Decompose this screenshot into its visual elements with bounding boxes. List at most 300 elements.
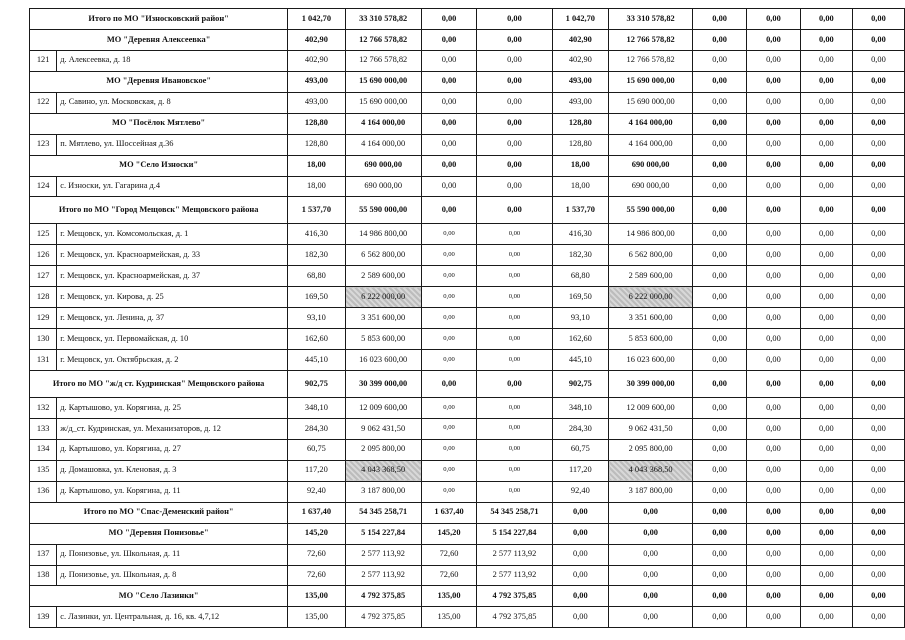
value-cell: 92,40 [552, 481, 608, 502]
value-cell: 0,00 [800, 439, 852, 460]
value-cell: 0,00 [800, 224, 852, 245]
value-cell: 1 042,70 [288, 9, 345, 30]
value-cell: 0,00 [477, 9, 552, 30]
value-cell: 18,00 [288, 155, 345, 176]
table-row [30, 350, 905, 371]
value-cell: 0,00 [693, 9, 747, 30]
value-cell: 12 766 578,82 [609, 50, 693, 71]
value-cell: 0,00 [747, 308, 801, 329]
address-cell: г. Мещовск, ул. Октябрьская, д. 2 [57, 350, 288, 371]
table-row [30, 398, 905, 419]
value-cell: 92,40 [288, 481, 345, 502]
value-cell: 493,00 [288, 92, 345, 113]
value-cell: 0,00 [693, 29, 747, 50]
row-number: 139 [30, 607, 57, 628]
subtotal-row [30, 371, 905, 398]
value-cell: 128,80 [288, 134, 345, 155]
value-cell: 4 164 000,00 [345, 134, 421, 155]
value-cell: 0,00 [800, 71, 852, 92]
value-cell: 0,00 [693, 371, 747, 398]
value-cell: 0,00 [421, 9, 477, 30]
value-cell: 0,00 [421, 224, 477, 245]
value-cell: 0,00 [747, 418, 801, 439]
table-row [30, 481, 905, 502]
value-cell: 0,00 [693, 113, 747, 134]
value-cell: 0,00 [477, 287, 552, 308]
value-cell: 284,30 [288, 418, 345, 439]
value-cell: 0,00 [747, 50, 801, 71]
table-row [30, 565, 905, 586]
value-cell: 4 164 000,00 [345, 113, 421, 134]
value-cell: 60,75 [552, 439, 608, 460]
value-cell: 3 187 800,00 [345, 481, 421, 502]
value-cell: 0,00 [693, 245, 747, 266]
value-cell: 0,00 [800, 329, 852, 350]
value-cell: 0,00 [552, 586, 608, 607]
value-cell: 493,00 [288, 71, 345, 92]
value-cell: 72,60 [288, 544, 345, 565]
value-cell: 0,00 [693, 224, 747, 245]
group-title: Итого по МО "Спас-Деменский район" [30, 502, 288, 523]
value-cell: 0,00 [747, 371, 801, 398]
value-cell: 3 351 600,00 [609, 308, 693, 329]
value-cell: 0,00 [477, 418, 552, 439]
value-cell: 0,00 [852, 245, 904, 266]
value-cell: 348,10 [552, 398, 608, 419]
value-cell: 402,90 [288, 50, 345, 71]
value-cell: 0,00 [852, 371, 904, 398]
group-title: Итого по МО "ж/д ст. Кудринская" Мещовского района [30, 371, 288, 398]
value-cell: 0,00 [747, 155, 801, 176]
value-cell: 1 537,70 [552, 197, 608, 224]
row-number: 134 [30, 439, 57, 460]
address-cell: д. Картышово, ул. Корягина, д. 25 [57, 398, 288, 419]
table-row [30, 544, 905, 565]
value-cell: 0,00 [852, 607, 904, 628]
value-cell: 0,00 [852, 502, 904, 523]
value-cell: 0,00 [800, 481, 852, 502]
value-cell: 9 062 431,50 [345, 418, 421, 439]
value-cell: 0,00 [609, 586, 693, 607]
register-table [29, 8, 905, 628]
value-cell: 0,00 [477, 398, 552, 419]
value-cell: 4 164 000,00 [609, 113, 693, 134]
table-row [30, 308, 905, 329]
group-title: Итого по МО "Износковский район" [30, 9, 288, 30]
value-cell: 0,00 [693, 460, 747, 481]
value-cell: 0,00 [421, 329, 477, 350]
subtotal-row [30, 29, 905, 50]
value-cell: 15 690 000,00 [609, 92, 693, 113]
value-cell: 5 154 227,84 [345, 523, 421, 544]
table-row [30, 418, 905, 439]
value-cell: 0,00 [800, 565, 852, 586]
value-cell: 445,10 [288, 350, 345, 371]
value-cell: 0,00 [477, 481, 552, 502]
address-cell: д. Картышово, ул. Корягина, д. 11 [57, 481, 288, 502]
group-title: МО "Деревня Алексеевка" [30, 29, 288, 50]
row-number: 121 [30, 50, 57, 71]
value-cell: 0,00 [747, 287, 801, 308]
value-cell: 1 637,40 [421, 502, 477, 523]
row-number: 125 [30, 224, 57, 245]
value-cell: 690 000,00 [609, 155, 693, 176]
value-cell: 0,00 [477, 71, 552, 92]
value-cell: 0,00 [609, 544, 693, 565]
value-cell: 55 590 000,00 [345, 197, 421, 224]
value-cell: 0,00 [747, 71, 801, 92]
value-cell: 128,80 [552, 113, 608, 134]
value-cell: 117,20 [552, 460, 608, 481]
value-cell: 902,75 [288, 371, 345, 398]
value-cell: 416,30 [552, 224, 608, 245]
value-cell: 0,00 [852, 176, 904, 197]
group-title: МО "Село Лазинки" [30, 586, 288, 607]
row-number: 133 [30, 418, 57, 439]
value-cell: 0,00 [747, 544, 801, 565]
value-cell: 3 351 600,00 [345, 308, 421, 329]
value-cell: 416,30 [288, 224, 345, 245]
address-cell: г. Мещовск, ул. Комсомольская, д. 1 [57, 224, 288, 245]
value-cell: 0,00 [852, 266, 904, 287]
row-number: 127 [30, 266, 57, 287]
value-cell: 402,90 [552, 29, 608, 50]
table-row [30, 439, 905, 460]
value-cell: 14 986 800,00 [609, 224, 693, 245]
value-cell: 15 690 000,00 [345, 71, 421, 92]
value-cell: 4 792 375,85 [477, 586, 552, 607]
value-cell: 0,00 [477, 350, 552, 371]
value-cell: 93,10 [288, 308, 345, 329]
value-cell: 117,20 [288, 460, 345, 481]
value-cell: 128,80 [552, 134, 608, 155]
value-cell: 0,00 [421, 176, 477, 197]
value-cell: 0,00 [477, 329, 552, 350]
value-cell: 12 766 578,82 [345, 29, 421, 50]
value-cell: 2 577 113,92 [345, 565, 421, 586]
value-cell: 12 009 600,00 [345, 398, 421, 419]
value-cell: 0,00 [477, 176, 552, 197]
value-cell: 2 589 600,00 [345, 266, 421, 287]
subtotal-row [30, 197, 905, 224]
value-cell: 0,00 [800, 113, 852, 134]
value-cell: 4 043 368,50 [345, 460, 421, 481]
value-cell: 445,10 [552, 350, 608, 371]
value-cell: 0,00 [421, 29, 477, 50]
value-cell: 348,10 [288, 398, 345, 419]
value-cell: 0,00 [693, 134, 747, 155]
value-cell: 0,00 [747, 460, 801, 481]
value-cell: 0,00 [693, 266, 747, 287]
value-cell: 0,00 [609, 607, 693, 628]
address-cell: г. Мещовск, ул. Красноармейская, д. 33 [57, 245, 288, 266]
value-cell: 2 577 113,92 [345, 544, 421, 565]
address-cell: г. Мещовск, ул. Первомайская, д. 10 [57, 329, 288, 350]
address-cell: ж/д_ст. Кудринская, ул. Механизаторов, д. 12 [57, 418, 288, 439]
value-cell: 72,60 [288, 565, 345, 586]
table-row [30, 176, 905, 197]
address-cell: г. Мещовск, ул. Красноармейская, д. 37 [57, 266, 288, 287]
subtotal-row [30, 502, 905, 523]
table-row [30, 134, 905, 155]
value-cell: 30 399 000,00 [345, 371, 421, 398]
address-cell: д. Картышово, ул. Корягина, д. 27 [57, 439, 288, 460]
value-cell: 0,00 [477, 439, 552, 460]
value-cell: 1 042,70 [552, 9, 608, 30]
value-cell: 0,00 [747, 329, 801, 350]
value-cell: 0,00 [609, 523, 693, 544]
value-cell: 0,00 [800, 523, 852, 544]
value-cell: 690 000,00 [609, 176, 693, 197]
row-number: 124 [30, 176, 57, 197]
value-cell: 690 000,00 [345, 155, 421, 176]
value-cell: 0,00 [421, 266, 477, 287]
row-number: 132 [30, 398, 57, 419]
value-cell: 0,00 [747, 481, 801, 502]
subtotal-row [30, 155, 905, 176]
value-cell: 0,00 [852, 481, 904, 502]
value-cell: 0,00 [852, 29, 904, 50]
value-cell: 0,00 [693, 308, 747, 329]
value-cell: 162,60 [552, 329, 608, 350]
subtotal-row [30, 9, 905, 30]
value-cell: 5 853 600,00 [609, 329, 693, 350]
value-cell: 169,50 [288, 287, 345, 308]
value-cell: 0,00 [747, 224, 801, 245]
value-cell: 54 345 258,71 [345, 502, 421, 523]
value-cell: 145,20 [288, 523, 345, 544]
value-cell: 0,00 [852, 92, 904, 113]
value-cell: 12 766 578,82 [609, 29, 693, 50]
value-cell: 0,00 [747, 9, 801, 30]
value-cell: 15 690 000,00 [345, 92, 421, 113]
row-number: 129 [30, 308, 57, 329]
value-cell: 0,00 [421, 398, 477, 419]
value-cell: 0,00 [852, 586, 904, 607]
value-cell: 0,00 [747, 439, 801, 460]
table-row [30, 92, 905, 113]
subtotal-row [30, 71, 905, 92]
value-cell: 0,00 [421, 287, 477, 308]
value-cell: 0,00 [747, 350, 801, 371]
value-cell: 0,00 [693, 607, 747, 628]
value-cell: 6 222 000,00 [345, 287, 421, 308]
row-number: 126 [30, 245, 57, 266]
value-cell: 0,00 [747, 523, 801, 544]
table-row [30, 329, 905, 350]
value-cell: 0,00 [800, 176, 852, 197]
value-cell: 0,00 [800, 29, 852, 50]
value-cell: 0,00 [800, 398, 852, 419]
address-cell: д. Понизовье, ул. Школьная, д. 11 [57, 544, 288, 565]
value-cell: 0,00 [747, 113, 801, 134]
value-cell: 135,00 [421, 607, 477, 628]
value-cell: 0,00 [747, 197, 801, 224]
value-cell: 0,00 [852, 224, 904, 245]
subtotal-row [30, 523, 905, 544]
value-cell: 0,00 [800, 460, 852, 481]
value-cell: 0,00 [552, 502, 608, 523]
value-cell: 1 537,70 [288, 197, 345, 224]
value-cell: 0,00 [693, 197, 747, 224]
value-cell: 0,00 [747, 245, 801, 266]
value-cell: 68,80 [552, 266, 608, 287]
address-cell: г. Мещовск, ул. Кирова, д. 25 [57, 287, 288, 308]
value-cell: 0,00 [609, 502, 693, 523]
address-cell: г. Мещовск, ул. Ленина, д. 37 [57, 308, 288, 329]
value-cell: 182,30 [288, 245, 345, 266]
value-cell: 0,00 [693, 350, 747, 371]
value-cell: 0,00 [477, 308, 552, 329]
value-cell: 0,00 [800, 544, 852, 565]
value-cell: 72,60 [421, 544, 477, 565]
value-cell: 690 000,00 [345, 176, 421, 197]
value-cell: 0,00 [852, 71, 904, 92]
value-cell: 30 399 000,00 [609, 371, 693, 398]
row-number: 131 [30, 350, 57, 371]
value-cell: 0,00 [693, 439, 747, 460]
value-cell: 0,00 [800, 308, 852, 329]
value-cell: 0,00 [421, 113, 477, 134]
address-cell: с. Лазинки, ул. Центральная, д. 16, кв. 4,7,12 [57, 607, 288, 628]
value-cell: 0,00 [552, 523, 608, 544]
address-cell: д. Алексеевка, д. 18 [57, 50, 288, 71]
row-number: 135 [30, 460, 57, 481]
value-cell: 4 792 375,85 [477, 607, 552, 628]
value-cell: 0,00 [800, 371, 852, 398]
value-cell: 0,00 [747, 398, 801, 419]
value-cell: 6 222 000,00 [609, 287, 693, 308]
value-cell: 0,00 [800, 155, 852, 176]
value-cell: 16 023 600,00 [609, 350, 693, 371]
value-cell: 0,00 [421, 197, 477, 224]
value-cell: 135,00 [288, 607, 345, 628]
value-cell: 493,00 [552, 92, 608, 113]
value-cell: 18,00 [552, 176, 608, 197]
value-cell: 0,00 [693, 481, 747, 502]
group-title: МО "Село Износки" [30, 155, 288, 176]
value-cell: 0,00 [693, 155, 747, 176]
row-number: 137 [30, 544, 57, 565]
value-cell: 0,00 [477, 197, 552, 224]
address-cell: п. Мятлево, ул. Шоссейная д.36 [57, 134, 288, 155]
value-cell: 0,00 [747, 502, 801, 523]
value-cell: 902,75 [552, 371, 608, 398]
value-cell: 0,00 [552, 544, 608, 565]
value-cell: 0,00 [852, 308, 904, 329]
value-cell: 0,00 [421, 245, 477, 266]
address-cell: с. Износки, ул. Гагарина д.4 [57, 176, 288, 197]
table-row [30, 607, 905, 628]
value-cell: 0,00 [800, 92, 852, 113]
value-cell: 0,00 [421, 460, 477, 481]
address-cell: д. Понизовье, ул. Школьная, д. 8 [57, 565, 288, 586]
row-number: 122 [30, 92, 57, 113]
value-cell: 493,00 [552, 71, 608, 92]
value-cell: 0,00 [747, 586, 801, 607]
value-cell: 0,00 [693, 398, 747, 419]
value-cell: 0,00 [852, 460, 904, 481]
value-cell: 135,00 [288, 586, 345, 607]
value-cell: 0,00 [747, 92, 801, 113]
value-cell: 1 637,40 [288, 502, 345, 523]
value-cell: 0,00 [800, 9, 852, 30]
value-cell: 14 986 800,00 [345, 224, 421, 245]
value-cell: 5 154 227,84 [477, 523, 552, 544]
value-cell: 2 577 113,92 [477, 565, 552, 586]
value-cell: 0,00 [800, 350, 852, 371]
value-cell: 0,00 [852, 350, 904, 371]
value-cell: 0,00 [852, 523, 904, 544]
value-cell: 0,00 [693, 418, 747, 439]
value-cell: 2 095 800,00 [609, 439, 693, 460]
value-cell: 12 009 600,00 [609, 398, 693, 419]
value-cell: 33 310 578,82 [609, 9, 693, 30]
value-cell: 6 562 800,00 [609, 245, 693, 266]
value-cell: 0,00 [747, 266, 801, 287]
value-cell: 33 310 578,82 [345, 9, 421, 30]
value-cell: 0,00 [693, 565, 747, 586]
row-number: 136 [30, 481, 57, 502]
value-cell: 4 792 375,85 [345, 586, 421, 607]
value-cell: 3 187 800,00 [609, 481, 693, 502]
subtotal-row [30, 586, 905, 607]
value-cell: 2 589 600,00 [609, 266, 693, 287]
value-cell: 0,00 [852, 418, 904, 439]
row-number: 128 [30, 287, 57, 308]
value-cell: 0,00 [852, 439, 904, 460]
table-row [30, 460, 905, 481]
value-cell: 135,00 [421, 586, 477, 607]
value-cell: 0,00 [800, 418, 852, 439]
group-title: МО "Деревня Ивановское" [30, 71, 288, 92]
value-cell: 4 792 375,85 [345, 607, 421, 628]
value-cell: 0,00 [421, 308, 477, 329]
value-cell: 0,00 [421, 92, 477, 113]
value-cell: 0,00 [693, 544, 747, 565]
value-cell: 182,30 [552, 245, 608, 266]
value-cell: 0,00 [693, 287, 747, 308]
value-cell: 0,00 [800, 266, 852, 287]
value-cell: 0,00 [693, 502, 747, 523]
value-cell: 402,90 [288, 29, 345, 50]
value-cell: 0,00 [552, 607, 608, 628]
value-cell: 0,00 [693, 92, 747, 113]
value-cell: 0,00 [421, 50, 477, 71]
value-cell: 0,00 [421, 418, 477, 439]
table-row [30, 245, 905, 266]
value-cell: 0,00 [852, 287, 904, 308]
value-cell: 0,00 [421, 371, 477, 398]
value-cell: 18,00 [552, 155, 608, 176]
value-cell: 0,00 [852, 329, 904, 350]
value-cell: 0,00 [852, 544, 904, 565]
value-cell: 0,00 [477, 92, 552, 113]
value-cell: 0,00 [800, 50, 852, 71]
group-title: МО "Деревня Понизовье" [30, 523, 288, 544]
value-cell: 6 562 800,00 [345, 245, 421, 266]
value-cell: 0,00 [800, 586, 852, 607]
table-row [30, 50, 905, 71]
value-cell: 0,00 [477, 245, 552, 266]
value-cell: 5 853 600,00 [345, 329, 421, 350]
table-row [30, 266, 905, 287]
value-cell: 0,00 [800, 287, 852, 308]
value-cell: 0,00 [800, 245, 852, 266]
value-cell: 0,00 [477, 371, 552, 398]
value-cell: 0,00 [852, 398, 904, 419]
row-number: 130 [30, 329, 57, 350]
